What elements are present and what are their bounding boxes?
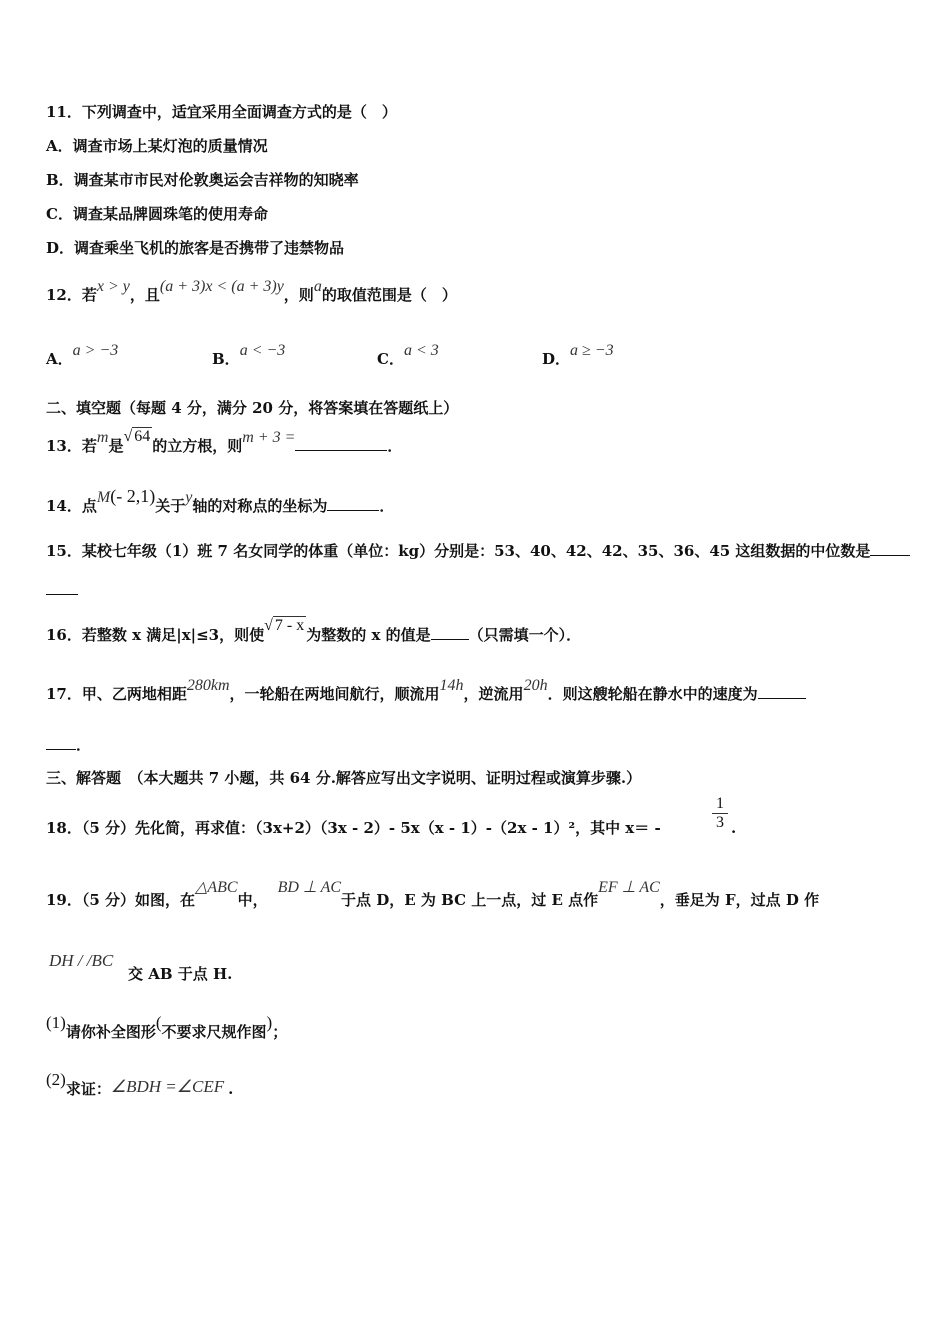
q13 (46, 428, 403, 457)
q13-end: ． (387, 437, 403, 455)
q15 (46, 541, 910, 561)
q14-axis: y (185, 489, 193, 506)
q19-mid1: 中， (237, 891, 268, 909)
q14-prefix: 14．点 (46, 497, 97, 515)
q13-expr: m + 3 = (242, 429, 296, 446)
q19 (46, 879, 820, 911)
q12-option-c-expr: a < 3 (403, 342, 439, 359)
q19-part2-expr: ∠BDH =∠CEF (110, 1077, 225, 1096)
q16-end: （只需填一个）． (468, 626, 582, 644)
q19-ef-perp-ac: EF ⊥ AC (598, 879, 660, 896)
q12-prefix: 12．若 (46, 286, 97, 304)
q12-option-a-label: A． (46, 350, 73, 368)
q19-part1-text: 请你补全图形 (65, 1023, 156, 1041)
q19-part2-text: 求证： (65, 1080, 111, 1098)
q19-prefix: 19．（5 分）如图，在 (46, 891, 196, 909)
q14-suffix: 轴的对称点的坐标为 (192, 497, 328, 515)
q12-option-d (542, 342, 614, 369)
q17-end: ． (76, 736, 92, 754)
q14 (46, 486, 395, 517)
q19-part1-note: 不要求尺规作图 (161, 1023, 267, 1041)
q13-var: m (96, 429, 109, 446)
q16 (46, 617, 582, 646)
q12-option-b-label: B． (212, 350, 240, 368)
q19-part2-number: (2) (46, 1070, 66, 1089)
q18 (46, 818, 661, 838)
q14-mid: 关于 (155, 497, 186, 515)
q16-radicand: 7 - x (274, 617, 305, 634)
q19-part1 (46, 1013, 288, 1042)
q19-line2: 交 AB 于点 H. (128, 965, 233, 983)
q15-text: 15．某校七年级（1）班 7 名女同学的体重（单位：kg）分别是：53、40、42、42、35、36、45 这组数据的中位数是 (46, 542, 871, 560)
q14-point: M (96, 489, 111, 506)
q13-sqrt: √ 64 (123, 428, 151, 445)
q18-fraction-denominator: 3 (716, 814, 724, 831)
q19-part1-end: ； (272, 1023, 288, 1041)
section-3-heading: 三、解答题 （本大题共 7 小题，共 64 分.解答应写出文字说明、证明过程或演算步骤.） (46, 769, 642, 787)
q19-part2-end: . (228, 1080, 234, 1098)
q19-triangle: △ABC (195, 879, 238, 896)
q11-option-a: A．调查市场上某灯泡的质量情况 (46, 137, 268, 155)
q12-option-b (212, 342, 286, 369)
q14-coords: (- 2,1) (110, 486, 156, 506)
q12-option-d-label: D． (542, 350, 571, 368)
q11-stem: 11．下列调查中，适宜采用全面调查方式的是（ ） (46, 103, 397, 121)
q19-part2 (46, 1070, 234, 1099)
q18-fraction-numerator: 1 (712, 795, 728, 814)
q19-suffix: ，垂足为 F，过点 D 作 (659, 891, 820, 909)
q17-mid2: ，逆流用 (463, 685, 524, 703)
q17-suffix: ．则这艘轮船在静水中的速度为 (547, 685, 758, 703)
section-2-heading: 二、填空题（每题 4 分，满分 20 分，将答案填在答题纸上） (46, 399, 459, 417)
q11-option-d: D．调查乘坐飞机的旅客是否携带了违禁物品 (46, 239, 345, 257)
q13-radicand: 64 (134, 428, 151, 445)
q12-cond2: (a + 3)x < (a + 3)y (159, 278, 284, 295)
q17-prefix: 17．甲、乙两地相距 (46, 685, 187, 703)
q17-downstream-time: 14h (439, 677, 464, 694)
q17-line2 (46, 735, 91, 755)
q15-answer-blank-continued[interactable] (46, 594, 78, 595)
q18-fraction (712, 795, 728, 832)
q16-sqrt: √ 7 - x (264, 617, 305, 634)
q12-cond1: x > y (96, 278, 130, 295)
q13-prefix: 13．若 (46, 437, 97, 455)
q18-end: . (731, 819, 737, 837)
q13-mid: 的立方根，则 (152, 437, 243, 455)
q16-suffix: 为整数的 x 的值是 (306, 626, 431, 644)
q19-part1-open-paren: ( (155, 1013, 162, 1032)
q19-part1-close-paren: ) (266, 1013, 273, 1032)
q19-bd-perp-ac: BD ⊥ AC (277, 879, 342, 896)
q19-dh-parallel-bc: DH / /BC (49, 951, 114, 970)
q16-answer-blank[interactable] (431, 625, 469, 640)
q11-option-b: B．调查某市市民对伦敦奥运会吉祥物的知晓率 (46, 171, 359, 189)
q17-upstream-time: 20h (523, 677, 548, 694)
q17-answer-blank-continued[interactable] (46, 735, 76, 750)
q11-option-c: C．调查某品牌圆珠笔的使用寿命 (46, 205, 268, 223)
q12-option-c-label: C． (377, 350, 404, 368)
q17-answer-blank[interactable] (758, 684, 806, 699)
q12-var: a (313, 278, 322, 295)
q16-prefix: 16．若整数 x 满足|x|≤3，则使 (46, 626, 265, 644)
q12-option-d-expr: a ≥ −3 (570, 342, 614, 359)
q17 (46, 677, 806, 705)
q12-mid: ，且 (129, 286, 160, 304)
q18-text: 18．（5 分）先化简，再求值：（3x+2）（3x - 2）- 5x（x - 1）-（2x - 1）²，其中 x＝ - (46, 819, 661, 837)
q12-option-a (46, 342, 119, 369)
q12-suffix: 的取值范围是（ ） (321, 286, 457, 304)
q12-option-a-expr: a > −3 (72, 342, 119, 359)
q12-mid2: ，则 (283, 286, 314, 304)
q12-option-b-expr: a < −3 (239, 342, 286, 359)
q13-answer-blank[interactable] (295, 436, 387, 451)
q12-option-c (377, 342, 439, 369)
q17-distance: 280km (186, 677, 230, 694)
q13-is: 是 (108, 437, 124, 455)
q12-stem (46, 278, 457, 306)
q19-mid2: 于点 D，E 为 BC 上一点，过 E 点作 (341, 891, 599, 909)
q14-end: ． (379, 497, 395, 515)
q15-answer-blank[interactable] (870, 541, 910, 556)
q19-part1-number: (1) (46, 1013, 66, 1032)
q17-mid1: ，一轮船在两地间航行，顺流用 (229, 685, 440, 703)
q14-answer-blank[interactable] (327, 496, 379, 511)
